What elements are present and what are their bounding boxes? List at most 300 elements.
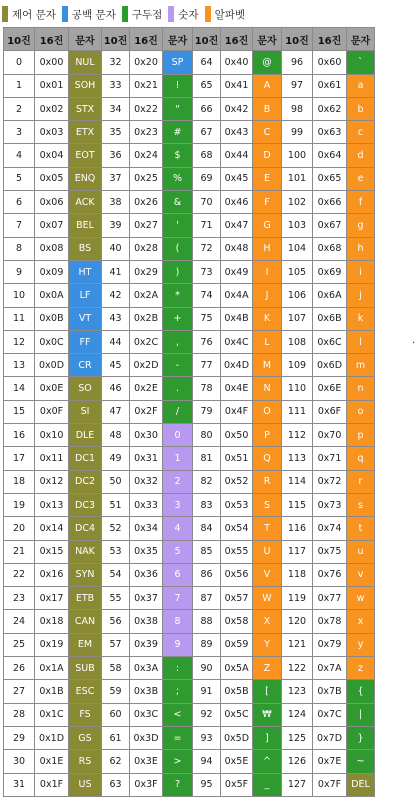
- hex-cell: 0x4F: [221, 400, 253, 423]
- decimal-cell: 30: [4, 750, 35, 773]
- decimal-cell: 111: [282, 400, 313, 423]
- char-cell: 4: [163, 517, 193, 540]
- hex-cell: 0x55: [221, 540, 253, 563]
- hex-cell: 0x01: [35, 74, 69, 97]
- decimal-cell: 38: [102, 191, 130, 214]
- char-cell: SO: [69, 377, 102, 400]
- hex-cell: 0x2E: [130, 377, 163, 400]
- char-cell: US: [69, 773, 102, 796]
- decimal-cell: 113: [282, 447, 313, 470]
- char-cell: EM: [69, 633, 102, 656]
- char-cell: ?: [163, 773, 193, 796]
- table-row: [4, 540, 375, 563]
- char-cell: 5: [163, 540, 193, 563]
- char-cell: q: [347, 447, 375, 470]
- hex-cell: 0x39: [130, 633, 163, 656]
- char-cell: W: [253, 587, 282, 610]
- hex-cell: 0x07: [35, 214, 69, 237]
- decimal-cell: 33: [102, 74, 130, 97]
- table-row: [4, 74, 375, 97]
- decimal-cell: 15: [4, 400, 35, 423]
- char-cell: }: [347, 726, 375, 749]
- char-cell: N: [253, 377, 282, 400]
- char-cell: H: [253, 237, 282, 260]
- char-cell: g: [347, 214, 375, 237]
- hex-cell: 0x56: [221, 563, 253, 586]
- hex-cell: 0x38: [130, 610, 163, 633]
- hex-cell: 0x4A: [221, 284, 253, 307]
- hex-cell: 0x65: [313, 167, 347, 190]
- hex-cell: 0x67: [313, 214, 347, 237]
- char-cell: D: [253, 144, 282, 167]
- hex-cell: 0x49: [221, 260, 253, 283]
- decimal-cell: 102: [282, 191, 313, 214]
- decimal-cell: 25: [4, 633, 35, 656]
- decimal-cell: 46: [102, 377, 130, 400]
- decimal-cell: 12: [4, 330, 35, 353]
- decimal-cell: 0: [4, 51, 35, 74]
- decimal-cell: 127: [282, 773, 313, 796]
- decimal-cell: 92: [193, 703, 221, 726]
- decimal-cell: 6: [4, 191, 35, 214]
- hex-cell: 0x33: [130, 493, 163, 516]
- hex-cell: 0x6D: [313, 354, 347, 377]
- legend-item-ctrl: [2, 6, 56, 22]
- decimal-cell: 5: [4, 167, 35, 190]
- legend-item-alpha: [205, 6, 245, 22]
- char-cell: /: [163, 400, 193, 423]
- char-cell: w: [347, 587, 375, 610]
- char-cell: VT: [69, 307, 102, 330]
- hex-cell: 0x2F: [130, 400, 163, 423]
- decimal-cell: 54: [102, 563, 130, 586]
- char-cell: :: [163, 657, 193, 680]
- char-cell: ^: [253, 750, 282, 773]
- char-cell: S: [253, 493, 282, 516]
- hex-cell: 0x13: [35, 493, 69, 516]
- hex-cell: 0x40: [221, 51, 253, 74]
- char-cell: ENQ: [69, 167, 102, 190]
- decimal-cell: 88: [193, 610, 221, 633]
- decimal-cell: 18: [4, 470, 35, 493]
- hex-cell: 0x3A: [130, 657, 163, 680]
- table-row: [4, 191, 375, 214]
- char-cell: Z: [253, 657, 282, 680]
- char-cell: $: [163, 144, 193, 167]
- char-cell: ]: [253, 726, 282, 749]
- char-cell: 1: [163, 447, 193, 470]
- hex-cell: 0x04: [35, 144, 69, 167]
- char-cell: c: [347, 121, 375, 144]
- table-row: [4, 493, 375, 516]
- table-row: [4, 750, 375, 773]
- column-header: 문자: [347, 28, 375, 51]
- hex-cell: 0x4C: [221, 330, 253, 353]
- decimal-cell: 101: [282, 167, 313, 190]
- decimal-cell: 87: [193, 587, 221, 610]
- char-cell: *: [163, 284, 193, 307]
- decimal-cell: 43: [102, 307, 130, 330]
- hex-cell: 0x08: [35, 237, 69, 260]
- hex-cell: 0x78: [313, 610, 347, 633]
- char-cell: j: [347, 284, 375, 307]
- decimal-cell: 89: [193, 633, 221, 656]
- hex-cell: 0x1B: [35, 680, 69, 703]
- char-cell: 3: [163, 493, 193, 516]
- hex-cell: 0x18: [35, 610, 69, 633]
- legend-swatch: [168, 6, 174, 22]
- char-cell: %: [163, 167, 193, 190]
- hex-cell: 0x4B: [221, 307, 253, 330]
- decimal-cell: 81: [193, 447, 221, 470]
- hex-cell: 0x06: [35, 191, 69, 214]
- hex-cell: 0x1E: [35, 750, 69, 773]
- column-header: 10진: [4, 28, 35, 51]
- decimal-cell: 100: [282, 144, 313, 167]
- decimal-cell: 80: [193, 424, 221, 447]
- decimal-cell: 115: [282, 493, 313, 516]
- char-cell: 6: [163, 563, 193, 586]
- column-header: 16진: [221, 28, 253, 51]
- table-row: [4, 470, 375, 493]
- hex-cell: 0x7B: [313, 680, 347, 703]
- hex-cell: 0x58: [221, 610, 253, 633]
- decimal-cell: 126: [282, 750, 313, 773]
- legend-swatch: [2, 6, 8, 22]
- char-cell: .: [163, 377, 193, 400]
- hex-cell: 0x09: [35, 260, 69, 283]
- table-row: [4, 377, 375, 400]
- hex-cell: 0x24: [130, 144, 163, 167]
- char-cell: `: [347, 51, 375, 74]
- hex-cell: 0x0B: [35, 307, 69, 330]
- decimal-cell: 91: [193, 680, 221, 703]
- char-cell: ): [163, 260, 193, 283]
- table-row: [4, 214, 375, 237]
- column-header: 문자: [253, 28, 282, 51]
- char-cell: #: [163, 121, 193, 144]
- decimal-cell: 47: [102, 400, 130, 423]
- decimal-cell: 94: [193, 750, 221, 773]
- legend-label: 제어 문자: [12, 8, 56, 21]
- char-cell: BEL: [69, 214, 102, 237]
- hex-cell: 0x27: [130, 214, 163, 237]
- decimal-cell: 85: [193, 540, 221, 563]
- decimal-cell: 37: [102, 167, 130, 190]
- table-row: [4, 657, 375, 680]
- char-cell: ACK: [69, 191, 102, 214]
- decimal-cell: 20: [4, 517, 35, 540]
- hex-cell: 0x50: [221, 424, 253, 447]
- decimal-cell: 24: [4, 610, 35, 633]
- column-header: 10진: [102, 28, 130, 51]
- char-cell: K: [253, 307, 282, 330]
- column-header: 10진: [282, 28, 313, 51]
- decimal-cell: 98: [282, 97, 313, 120]
- char-cell: ,: [163, 330, 193, 353]
- hex-cell: 0x71: [313, 447, 347, 470]
- hex-cell: 0x74: [313, 517, 347, 540]
- table-row: [4, 97, 375, 120]
- hex-cell: 0x36: [130, 563, 163, 586]
- decimal-cell: 19: [4, 493, 35, 516]
- hex-cell: 0x26: [130, 191, 163, 214]
- column-header: 문자: [69, 28, 102, 51]
- char-cell: o: [347, 400, 375, 423]
- char-cell: SYN: [69, 563, 102, 586]
- decimal-cell: 125: [282, 726, 313, 749]
- hex-cell: 0x52: [221, 470, 253, 493]
- decimal-cell: 49: [102, 447, 130, 470]
- decimal-cell: 4: [4, 144, 35, 167]
- char-cell: k: [347, 307, 375, 330]
- hex-cell: 0x1C: [35, 703, 69, 726]
- column-header: 16진: [130, 28, 163, 51]
- decimal-cell: 68: [193, 144, 221, 167]
- decimal-cell: 116: [282, 517, 313, 540]
- hex-cell: 0x22: [130, 97, 163, 120]
- decimal-cell: 97: [282, 74, 313, 97]
- char-cell: u: [347, 540, 375, 563]
- char-cell: i: [347, 260, 375, 283]
- hex-cell: 0x60: [313, 51, 347, 74]
- hex-cell: 0x59: [221, 633, 253, 656]
- table-row: [4, 284, 375, 307]
- char-cell: NUL: [69, 51, 102, 74]
- legend-label: 숫자: [178, 8, 199, 21]
- hex-cell: 0x5B: [221, 680, 253, 703]
- decimal-cell: 75: [193, 307, 221, 330]
- char-cell: HT: [69, 260, 102, 283]
- char-cell: BS: [69, 237, 102, 260]
- hex-cell: 0x2C: [130, 330, 163, 353]
- hex-cell: 0x11: [35, 447, 69, 470]
- hex-cell: 0x7C: [313, 703, 347, 726]
- hex-cell: 0x16: [35, 563, 69, 586]
- char-cell: SOH: [69, 74, 102, 97]
- hex-cell: 0x03: [35, 121, 69, 144]
- char-cell: s: [347, 493, 375, 516]
- decimal-cell: 21: [4, 540, 35, 563]
- char-cell: FS: [69, 703, 102, 726]
- hex-cell: 0x66: [313, 191, 347, 214]
- table-row: [4, 167, 375, 190]
- decimal-cell: 9: [4, 260, 35, 283]
- char-cell: U: [253, 540, 282, 563]
- legend-item-punct: [122, 6, 162, 22]
- hex-cell: 0x42: [221, 97, 253, 120]
- table-row: [4, 726, 375, 749]
- hex-cell: 0x46: [221, 191, 253, 214]
- hex-cell: 0x6C: [313, 330, 347, 353]
- char-cell: R: [253, 470, 282, 493]
- char-cell: +: [163, 307, 193, 330]
- decimal-cell: 32: [102, 51, 130, 74]
- hex-cell: 0x0E: [35, 377, 69, 400]
- hex-cell: 0x70: [313, 424, 347, 447]
- char-cell: RS: [69, 750, 102, 773]
- legend-label: 구두점: [131, 8, 163, 21]
- char-cell: e: [347, 167, 375, 190]
- char-cell: ETB: [69, 587, 102, 610]
- hex-cell: 0x34: [130, 517, 163, 540]
- hex-cell: 0x0A: [35, 284, 69, 307]
- decimal-cell: 90: [193, 657, 221, 680]
- decimal-cell: 22: [4, 563, 35, 586]
- char-cell: C: [253, 121, 282, 144]
- hex-cell: 0x37: [130, 587, 163, 610]
- decimal-cell: 79: [193, 400, 221, 423]
- decimal-cell: 78: [193, 377, 221, 400]
- decimal-cell: 60: [102, 703, 130, 726]
- hex-cell: 0x69: [313, 260, 347, 283]
- char-cell: !: [163, 74, 193, 97]
- hex-cell: 0x43: [221, 121, 253, 144]
- table-row: [4, 400, 375, 423]
- decimal-cell: 59: [102, 680, 130, 703]
- decimal-cell: 58: [102, 657, 130, 680]
- hex-cell: 0x35: [130, 540, 163, 563]
- hex-cell: 0x21: [130, 74, 163, 97]
- char-cell: 8: [163, 610, 193, 633]
- hex-cell: 0x75: [313, 540, 347, 563]
- hex-cell: 0x72: [313, 470, 347, 493]
- hex-cell: 0x44: [221, 144, 253, 167]
- char-cell: z: [347, 657, 375, 680]
- char-cell: l: [347, 330, 375, 353]
- hex-cell: 0x47: [221, 214, 253, 237]
- decimal-cell: 57: [102, 633, 130, 656]
- legend-swatch: [205, 6, 211, 22]
- char-cell: t: [347, 517, 375, 540]
- hex-cell: 0x17: [35, 587, 69, 610]
- decimal-cell: 104: [282, 237, 313, 260]
- char-cell: |: [347, 703, 375, 726]
- char-cell: ESC: [69, 680, 102, 703]
- decimal-cell: 69: [193, 167, 221, 190]
- decimal-cell: 74: [193, 284, 221, 307]
- hex-cell: 0x3C: [130, 703, 163, 726]
- decimal-cell: 63: [102, 773, 130, 796]
- char-cell: m: [347, 354, 375, 377]
- char-cell: E: [253, 167, 282, 190]
- decimal-cell: 105: [282, 260, 313, 283]
- hex-cell: 0x15: [35, 540, 69, 563]
- decimal-cell: 23: [4, 587, 35, 610]
- side-mark: ·: [412, 338, 416, 349]
- decimal-cell: 55: [102, 587, 130, 610]
- decimal-cell: 93: [193, 726, 221, 749]
- decimal-cell: 53: [102, 540, 130, 563]
- char-cell: B: [253, 97, 282, 120]
- decimal-cell: 40: [102, 237, 130, 260]
- decimal-cell: 56: [102, 610, 130, 633]
- char-cell: 9: [163, 633, 193, 656]
- hex-cell: 0x41: [221, 74, 253, 97]
- char-cell: ETX: [69, 121, 102, 144]
- decimal-cell: 17: [4, 447, 35, 470]
- hex-cell: 0x0C: [35, 330, 69, 353]
- decimal-cell: 120: [282, 610, 313, 633]
- hex-cell: 0x63: [313, 121, 347, 144]
- char-cell: DLE: [69, 424, 102, 447]
- decimal-cell: 27: [4, 680, 35, 703]
- table-row: [4, 144, 375, 167]
- decimal-cell: 77: [193, 354, 221, 377]
- char-cell: ;: [163, 680, 193, 703]
- table-row: [4, 424, 375, 447]
- hex-cell: 0x0F: [35, 400, 69, 423]
- decimal-cell: 70: [193, 191, 221, 214]
- decimal-cell: 86: [193, 563, 221, 586]
- legend-swatch: [62, 6, 68, 22]
- table-row: [4, 51, 375, 74]
- decimal-cell: 67: [193, 121, 221, 144]
- decimal-cell: 82: [193, 470, 221, 493]
- decimal-cell: 44: [102, 330, 130, 353]
- char-cell: 7: [163, 587, 193, 610]
- decimal-cell: 83: [193, 493, 221, 516]
- table-row: [4, 610, 375, 633]
- decimal-cell: 11: [4, 307, 35, 330]
- hex-cell: 0x64: [313, 144, 347, 167]
- decimal-cell: 96: [282, 51, 313, 74]
- decimal-cell: 61: [102, 726, 130, 749]
- table-row: [4, 447, 375, 470]
- decimal-cell: 65: [193, 74, 221, 97]
- hex-cell: 0x20: [130, 51, 163, 74]
- char-cell: Q: [253, 447, 282, 470]
- char-cell: LF: [69, 284, 102, 307]
- hex-cell: 0x14: [35, 517, 69, 540]
- char-cell: NAK: [69, 540, 102, 563]
- column-header: 16진: [35, 28, 69, 51]
- decimal-cell: 121: [282, 633, 313, 656]
- char-cell: SUB: [69, 657, 102, 680]
- legend-swatch: [122, 6, 128, 22]
- ascii-table: [3, 27, 375, 797]
- hex-cell: 0x51: [221, 447, 253, 470]
- decimal-cell: 84: [193, 517, 221, 540]
- char-cell: G: [253, 214, 282, 237]
- char-cell: V: [253, 563, 282, 586]
- column-header: 16진: [313, 28, 347, 51]
- char-cell: DC3: [69, 493, 102, 516]
- hex-cell: 0x3D: [130, 726, 163, 749]
- decimal-cell: 34: [102, 97, 130, 120]
- hex-cell: 0x5F: [221, 773, 253, 796]
- char-cell: h: [347, 237, 375, 260]
- decimal-cell: 117: [282, 540, 313, 563]
- char-cell: ': [163, 214, 193, 237]
- column-header: 10진: [193, 28, 221, 51]
- char-cell: _: [253, 773, 282, 796]
- char-cell: A: [253, 74, 282, 97]
- decimal-cell: 118: [282, 563, 313, 586]
- hex-cell: 0x62: [313, 97, 347, 120]
- decimal-cell: 16: [4, 424, 35, 447]
- char-cell: ~: [347, 750, 375, 773]
- decimal-cell: 99: [282, 121, 313, 144]
- hex-cell: 0x3F: [130, 773, 163, 796]
- hex-cell: 0x4E: [221, 377, 253, 400]
- hex-cell: 0x12: [35, 470, 69, 493]
- char-cell: r: [347, 470, 375, 493]
- decimal-cell: 110: [282, 377, 313, 400]
- char-cell: [: [253, 680, 282, 703]
- hex-cell: 0x2B: [130, 307, 163, 330]
- table-row: [4, 237, 375, 260]
